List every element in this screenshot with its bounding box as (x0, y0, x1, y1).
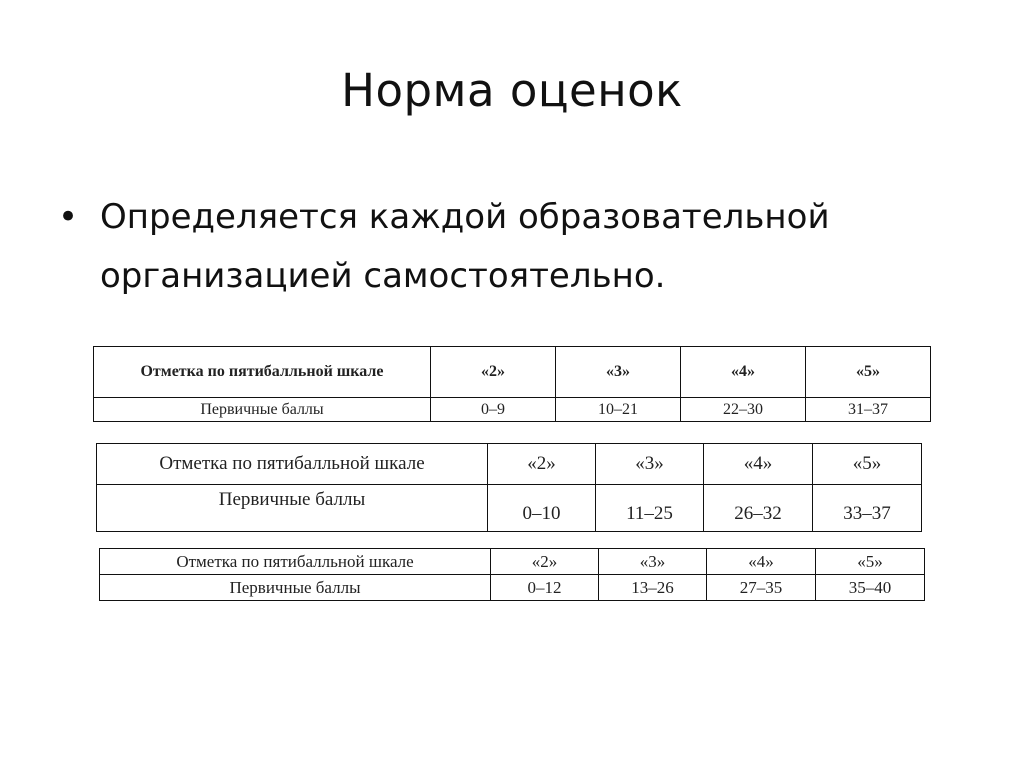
grade-table-1 (93, 346, 931, 422)
table-row (94, 398, 931, 422)
range-cell: 31–37 (806, 398, 931, 422)
grade-table-2 (96, 443, 922, 532)
grade-cell: «2» (431, 347, 556, 398)
table-row (97, 485, 922, 532)
table-header-label: Отметка по пятибалльной шкале (97, 444, 488, 485)
range-cell: 26–32 (704, 485, 813, 532)
range-cell: 0–9 (431, 398, 556, 422)
table-header-label: Отметка по пятибалльной шкале (94, 347, 431, 398)
range-cell: 13–26 (599, 575, 707, 601)
range-cell: 22–30 (681, 398, 806, 422)
row-label: Первичные баллы (97, 485, 488, 532)
grade-cell: «5» (816, 549, 925, 575)
grade-cell: «4» (681, 347, 806, 398)
table-row (94, 347, 931, 398)
grade-cell: «4» (707, 549, 816, 575)
table-row (100, 549, 925, 575)
grade-cell: «2» (491, 549, 599, 575)
range-cell: 35–40 (816, 575, 925, 601)
grade-cell: «2» (488, 444, 596, 485)
range-cell: 0–12 (491, 575, 599, 601)
grade-cell: «3» (596, 444, 704, 485)
slide-title: Норма оценок (341, 64, 683, 117)
range-cell: 27–35 (707, 575, 816, 601)
grade-cell: «3» (556, 347, 681, 398)
bullet-item (58, 188, 958, 306)
table-row (100, 575, 925, 601)
range-cell: 0–10 (488, 485, 596, 532)
range-cell: 11–25 (596, 485, 704, 532)
grade-cell: «4» (704, 444, 813, 485)
grade-cell: «3» (599, 549, 707, 575)
range-cell: 10–21 (556, 398, 681, 422)
table-row (97, 444, 922, 485)
grade-cell: «5» (806, 347, 931, 398)
row-label: Первичные баллы (94, 398, 431, 422)
row-label: Первичные баллы (100, 575, 491, 601)
table-header-label: Отметка по пятибалльной шкале (100, 549, 491, 575)
range-cell: 33–37 (813, 485, 922, 532)
bullet-dot-icon: • (58, 197, 79, 237)
bullet-text: Определяется каждой образовательной организацией самостоятельно. (100, 197, 830, 296)
grade-cell: «5» (813, 444, 922, 485)
grade-table-3 (99, 548, 925, 601)
